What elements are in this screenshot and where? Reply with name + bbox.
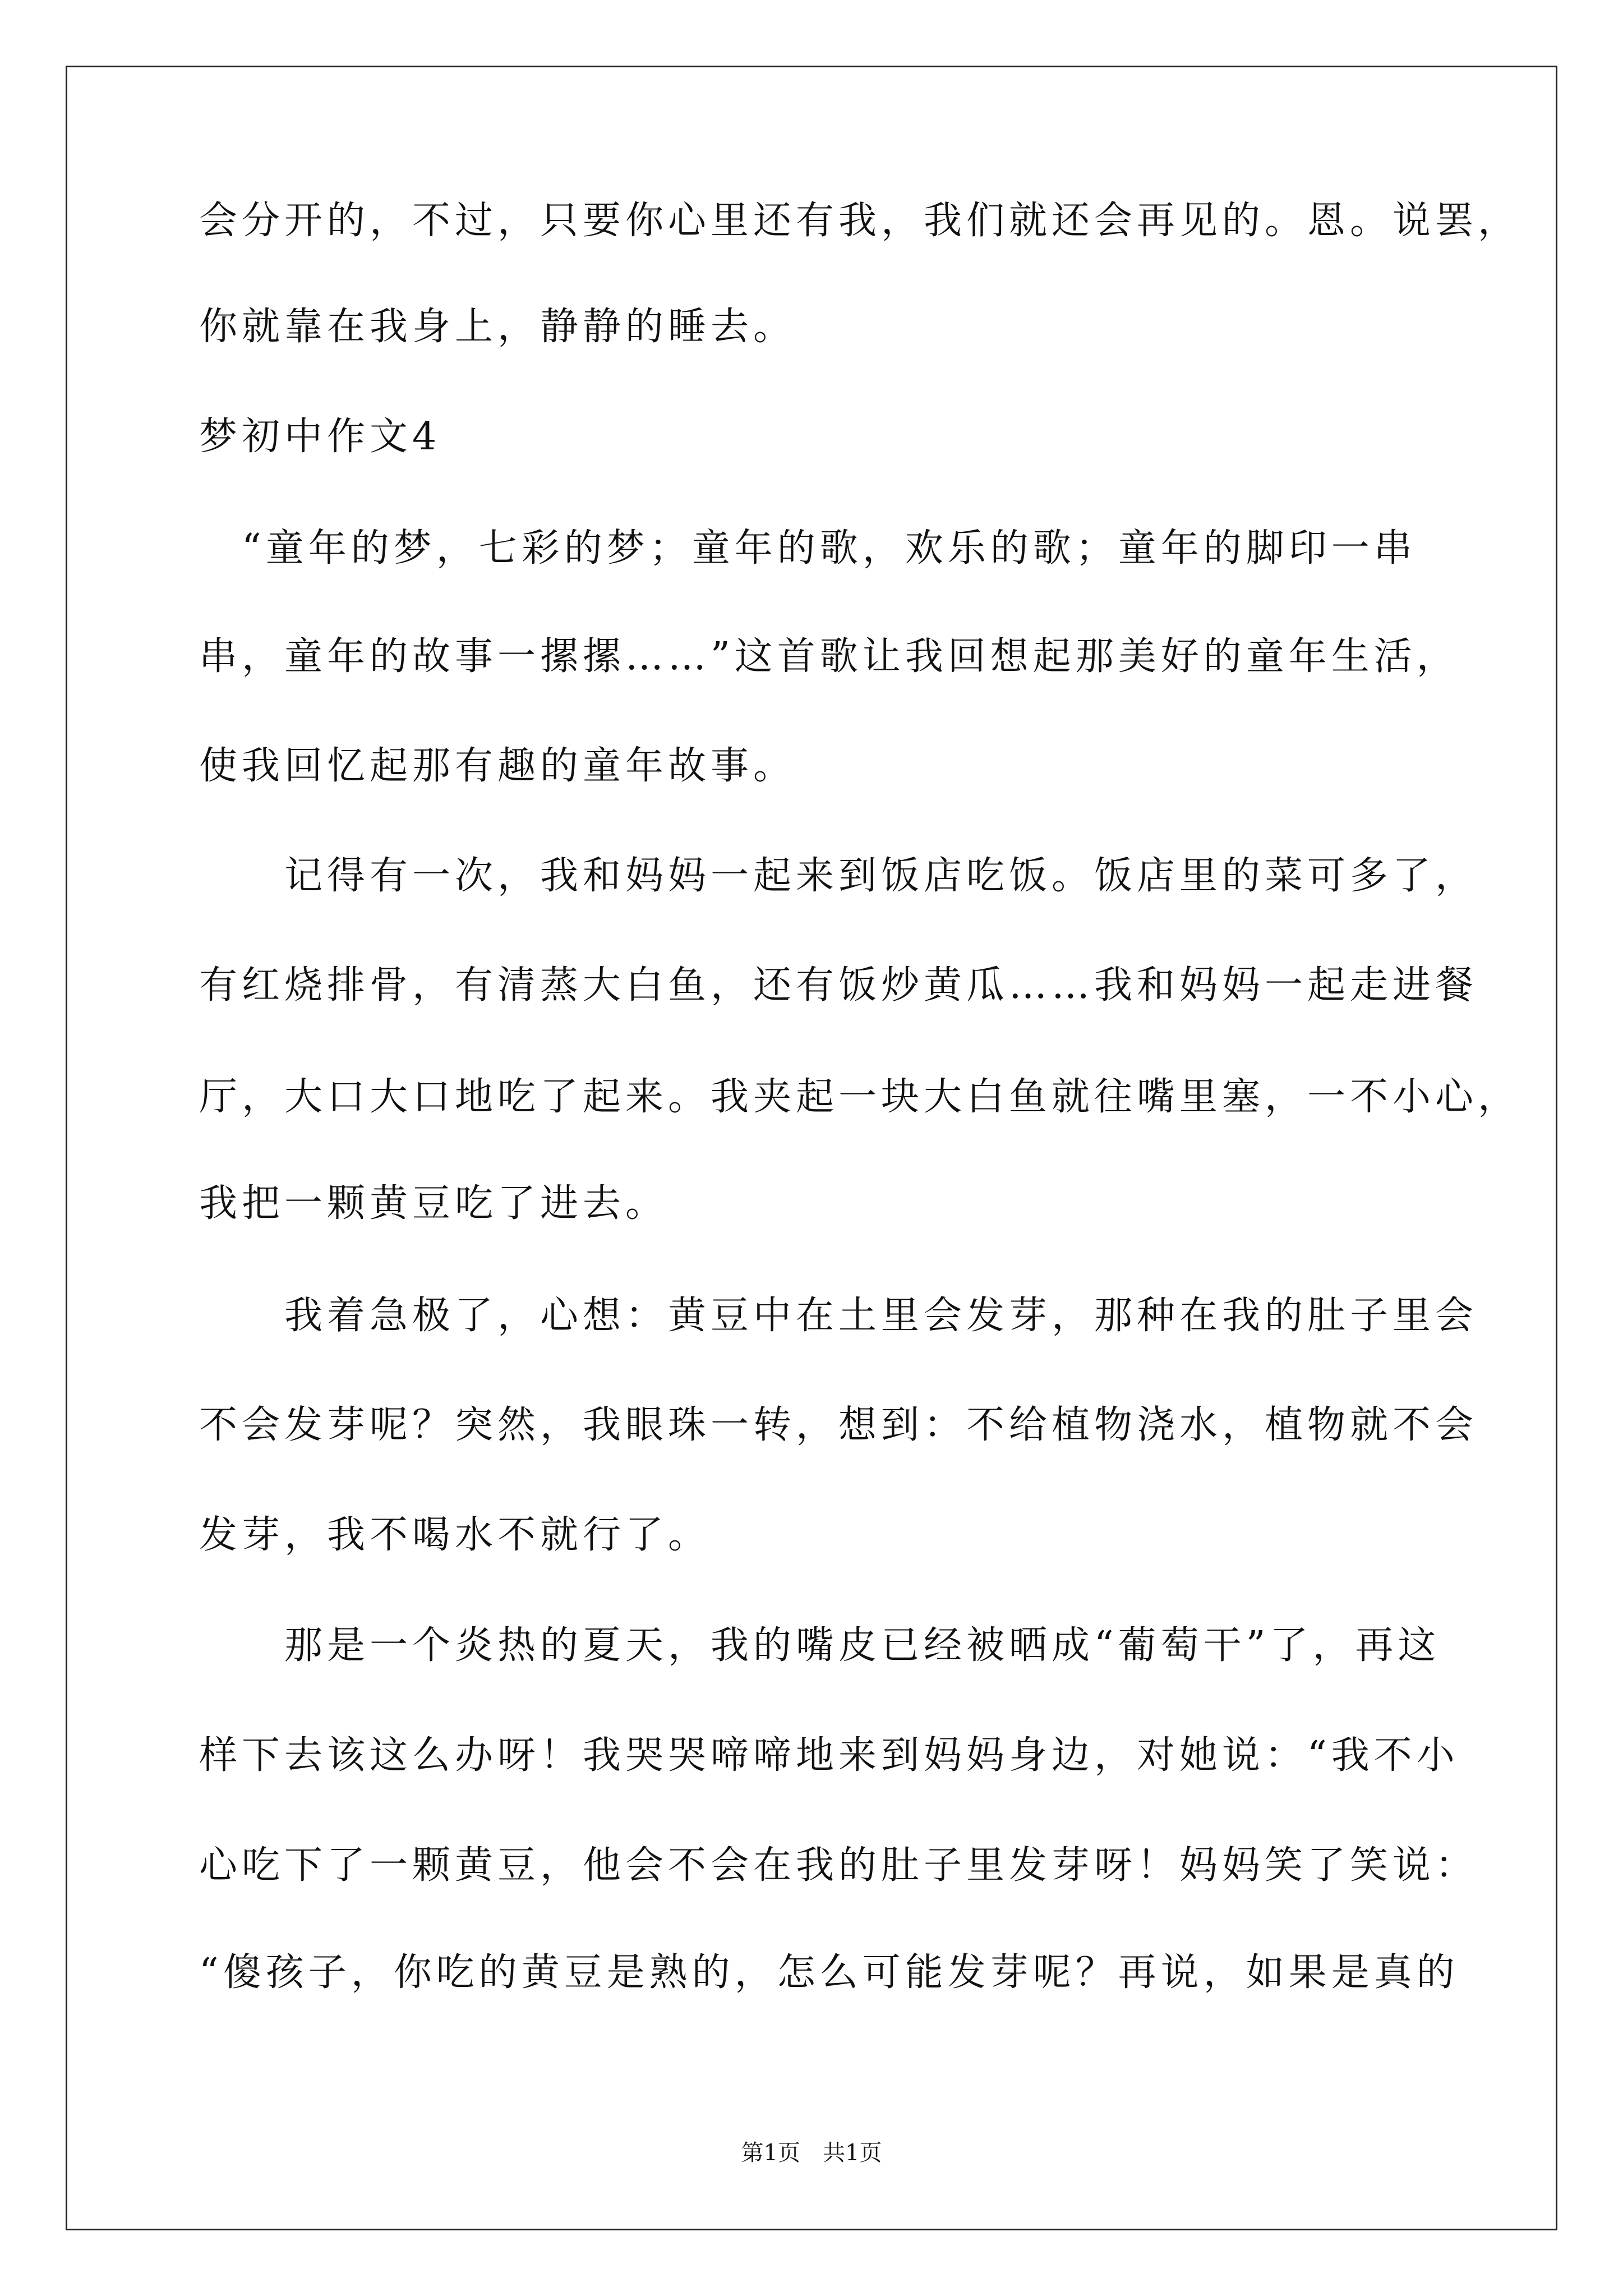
section-heading: 梦初中作文4 (199, 415, 441, 459)
text-line: 串，童年的故事一摞摞……”这首歌让我回想起那美好的童年生活， (199, 634, 1459, 679)
text-line: 我着急极了，心想：黄豆中在土里会发芽，那种在我的肚子里会 (199, 1294, 1478, 1338)
text-line: 厅，大口大口地吃了起来。我夹起一块大白鱼就往嘴里塞，一不小心， (199, 1075, 1521, 1119)
text-line: “童年的梦，七彩的梦；童年的歌，欢乐的歌；童年的脚印一串 (199, 526, 1417, 570)
text-line: 有红烧排骨，有清蒸大白鱼，还有饭炒黄瓜……我和妈妈一起走进餐 (199, 963, 1478, 1007)
text-line: 你就靠在我身上，静静的睡去。 (199, 305, 796, 349)
text-line: “傻孩子，你吃的黄豆是熟的，怎么可能发芽呢？再说，如果是真的 (199, 1950, 1459, 1995)
text-line: 我把一颗黄豆吃了进去。 (199, 1181, 668, 1226)
text-line: 发芽，我不喝水不就行了。 (199, 1513, 711, 1557)
text-line: 心吃下了一颗黄豆，他会不会在我的肚子里发芽呀！妈妈笑了笑说： (199, 1843, 1478, 1888)
text-line: 那是一个炎热的夏天，我的嘴皮已经被晒成“葡萄干”了，再这 (199, 1623, 1441, 1668)
text-line: 会分开的，不过，只要你心里还有我，我们就还会再见的。恩。说罢， (199, 199, 1521, 243)
text-line: 不会发芽呢？突然，我眼珠一转，想到：不给植物浇水，植物就不会 (199, 1403, 1478, 1447)
document-body (199, 199, 1521, 1995)
page-footer: 第1页 共1页 (741, 2140, 882, 2166)
text-line: 记得有一次，我和妈妈一起来到饭店吃饭。饭店里的菜可多了， (199, 854, 1478, 898)
text-line: 样下去该这么办呀！我哭哭啼啼地来到妈妈身边，对她说：“我不小 (199, 1733, 1459, 1778)
text-line: 使我回忆起那有趣的童年故事。 (199, 744, 796, 788)
